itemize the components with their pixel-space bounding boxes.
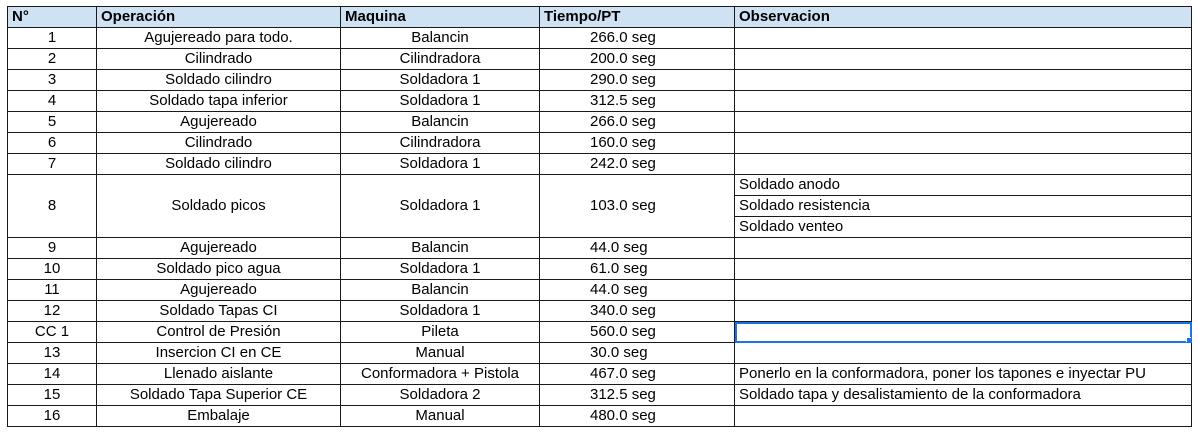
cell-num[interactable]: 1 [8, 28, 97, 49]
selected-cell-observacion[interactable] [735, 322, 1192, 343]
table-row [8, 112, 1192, 133]
cell-observacion[interactable] [735, 112, 1192, 133]
cell-num[interactable]: 15 [8, 385, 97, 406]
table-row [8, 91, 1192, 112]
cell-maquina[interactable]: Pileta [341, 322, 540, 343]
cell-maquina[interactable]: Soldadora 1 [341, 70, 540, 91]
cell-maquina[interactable]: Balancin [341, 280, 540, 301]
cell-num[interactable]: 16 [8, 406, 97, 427]
cell-observacion[interactable] [735, 91, 1192, 112]
cell-observacion[interactable]: Soldado tapa y desalistamiento de la conformadora [735, 385, 1192, 406]
cell-maquina[interactable]: Balancin [341, 238, 540, 259]
cell-operacion[interactable]: Control de Presión [97, 322, 341, 343]
table-row [8, 70, 1192, 91]
header-row [8, 7, 1192, 28]
table-row [8, 406, 1192, 427]
cell-tiempo[interactable]: 266.0 seg [540, 28, 735, 49]
cell-operacion[interactable]: Insercion CI en CE [97, 343, 341, 364]
cell-observacion[interactable] [735, 301, 1192, 322]
cell-num[interactable]: 6 [8, 133, 97, 154]
cell-num[interactable]: 13 [8, 343, 97, 364]
cell-observacion[interactable]: Ponerlo en la conformadora, poner los tapones e inyectar PU [735, 364, 1192, 385]
header-operacion[interactable]: Operación [97, 7, 341, 28]
cell-observacion[interactable] [735, 154, 1192, 175]
cell-maquina[interactable]: Soldadora 1 [341, 301, 540, 322]
cell-maquina[interactable]: Conformadora + Pistola [341, 364, 540, 385]
table-row [8, 385, 1192, 406]
cell-num[interactable]: 14 [8, 364, 97, 385]
table-row [8, 28, 1192, 49]
cell-observacion-item[interactable]: Soldado anodo [735, 175, 1191, 196]
cell-tiempo[interactable]: 44.0 seg [540, 280, 735, 301]
cell-observacion-item[interactable]: Soldado resistencia [735, 196, 1191, 217]
cell-tiempo[interactable]: 61.0 seg [540, 259, 735, 280]
cell-num[interactable]: 10 [8, 259, 97, 280]
cell-observacion[interactable] [735, 49, 1192, 70]
table-row [8, 364, 1192, 385]
cell-num[interactable]: 3 [8, 70, 97, 91]
cell-operacion[interactable]: Soldado cilindro [97, 70, 341, 91]
cell-tiempo[interactable]: 560.0 seg [540, 322, 735, 343]
cell-tiempo[interactable]: 340.0 seg [540, 301, 735, 322]
cell-observacion [735, 175, 1192, 238]
cell-operacion[interactable]: Soldado pico agua [97, 259, 341, 280]
cell-num[interactable]: 8 [8, 175, 97, 238]
cell-operacion[interactable]: Soldado Tapas CI [97, 301, 341, 322]
cell-observacion[interactable] [735, 259, 1192, 280]
cell-num[interactable]: 7 [8, 154, 97, 175]
cell-maquina[interactable]: Cilindradora [341, 133, 540, 154]
cell-maquina[interactable]: Soldadora 1 [341, 91, 540, 112]
cell-operacion[interactable]: Soldado picos [97, 175, 341, 238]
cell-observacion[interactable] [735, 133, 1192, 154]
cell-maquina[interactable]: Soldadora 1 [341, 154, 540, 175]
cell-tiempo[interactable]: 200.0 seg [540, 49, 735, 70]
cell-maquina[interactable]: Manual [341, 343, 540, 364]
cell-maquina[interactable]: Balancin [341, 28, 540, 49]
cell-num[interactable]: CC 1 [8, 322, 97, 343]
cell-maquina[interactable]: Soldadora 1 [341, 175, 540, 238]
cell-tiempo[interactable]: 312.5 seg [540, 385, 735, 406]
operations-table [7, 6, 1192, 427]
cell-operacion[interactable]: Agujereado [97, 238, 341, 259]
cell-tiempo[interactable]: 242.0 seg [540, 154, 735, 175]
table-row [8, 280, 1192, 301]
header-num[interactable]: N° [8, 7, 97, 28]
cell-num[interactable]: 5 [8, 112, 97, 133]
cell-operacion[interactable]: Agujereado [97, 112, 341, 133]
cell-tiempo[interactable]: 103.0 seg [540, 175, 735, 238]
cell-tiempo[interactable]: 266.0 seg [540, 112, 735, 133]
cell-operacion[interactable]: Agujereado [97, 280, 341, 301]
cell-operacion[interactable]: Soldado tapa inferior [97, 91, 341, 112]
table-row [8, 49, 1192, 70]
fill-handle[interactable] [1186, 337, 1192, 343]
cell-observacion[interactable] [735, 70, 1192, 91]
cell-tiempo[interactable]: 30.0 seg [540, 343, 735, 364]
cell-tiempo[interactable]: 312.5 seg [540, 91, 735, 112]
table-row [8, 343, 1192, 364]
cell-operacion[interactable]: Cilindrado [97, 49, 341, 70]
table-row [8, 259, 1192, 280]
table-row [8, 238, 1192, 259]
cell-observacion[interactable] [735, 406, 1192, 427]
header-tiempo[interactable]: Tiempo/PT [540, 7, 735, 28]
table-row [8, 133, 1192, 154]
cell-num[interactable]: 9 [8, 238, 97, 259]
cell-observacion[interactable] [735, 343, 1192, 364]
cell-operacion[interactable]: Soldado cilindro [97, 154, 341, 175]
cell-tiempo[interactable]: 160.0 seg [540, 133, 735, 154]
cell-tiempo[interactable]: 290.0 seg [540, 70, 735, 91]
cell-maquina[interactable]: Balancin [341, 112, 540, 133]
cell-observacion[interactable] [735, 238, 1192, 259]
cell-num[interactable]: 12 [8, 301, 97, 322]
cell-tiempo[interactable]: 480.0 seg [540, 406, 735, 427]
cell-observacion-item[interactable]: Soldado venteo [739, 218, 844, 235]
cell-operacion[interactable]: Cilindrado [97, 133, 341, 154]
table-row [8, 301, 1192, 322]
cell-num[interactable]: 11 [8, 280, 97, 301]
cell-tiempo[interactable]: 44.0 seg [540, 238, 735, 259]
header-maquina[interactable]: Maquina [341, 7, 540, 28]
cell-operacion[interactable]: Agujereado para todo. [97, 28, 341, 49]
table-row [8, 322, 1192, 343]
cell-maquina[interactable]: Manual [341, 406, 540, 427]
header-observacion[interactable]: Observacion [735, 7, 1192, 28]
cell-operacion[interactable]: Embalaje [97, 406, 341, 427]
cell-maquina[interactable]: Soldadora 1 [341, 259, 540, 280]
cell-observacion[interactable] [735, 28, 1192, 49]
cell-num[interactable]: 4 [8, 91, 97, 112]
cell-operacion[interactable]: Soldado Tapa Superior CE [97, 385, 341, 406]
cell-observacion[interactable] [735, 280, 1192, 301]
cell-num[interactable]: 2 [8, 49, 97, 70]
table-row [8, 154, 1192, 175]
table-row [8, 175, 1192, 238]
cell-operacion[interactable]: Llenado aislante [97, 364, 341, 385]
cell-maquina[interactable]: Soldadora 2 [341, 385, 540, 406]
cell-tiempo[interactable]: 467.0 seg [540, 364, 735, 385]
cell-maquina[interactable]: Cilindradora [341, 49, 540, 70]
